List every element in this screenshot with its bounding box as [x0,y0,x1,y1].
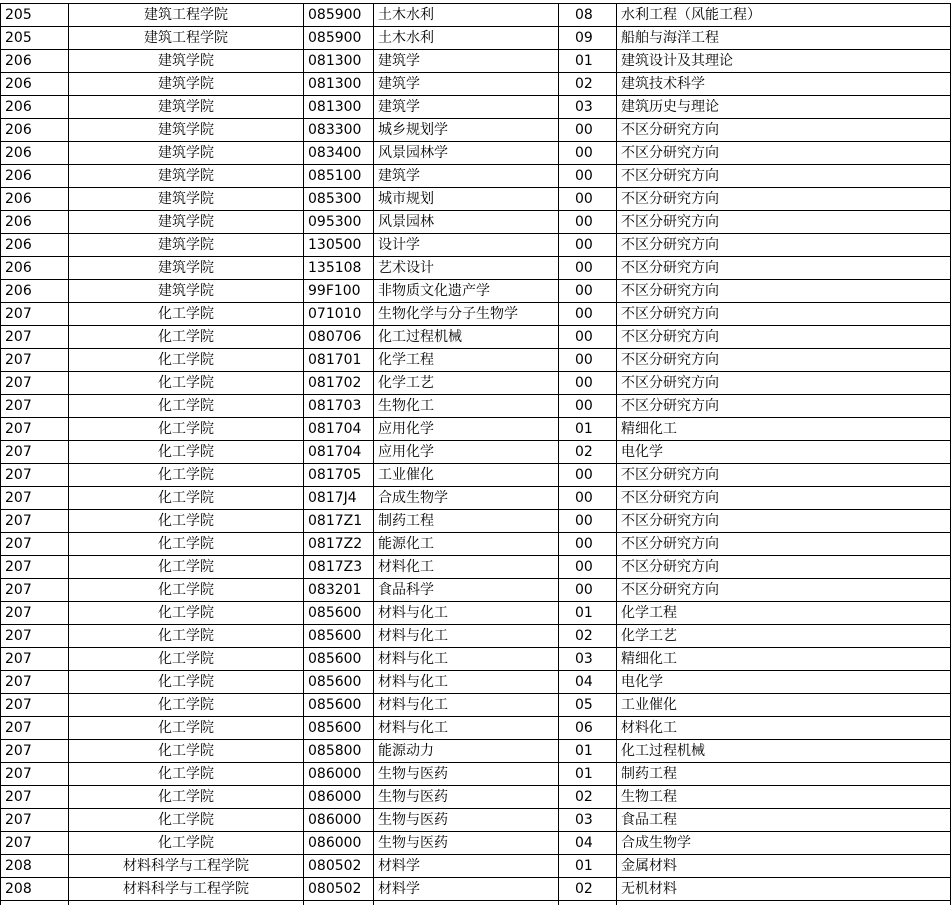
direction-name-cell: 不区分研究方向 [617,257,951,280]
major-name-cell: 土木水利 [374,27,559,50]
major-code-cell: 135108 [304,257,374,280]
major-name-cell: 材料与化工 [374,625,559,648]
table-row [1,579,951,602]
direction-code-cell: 02 [559,73,617,96]
table-row [1,211,951,234]
direction-code-cell: 02 [559,878,617,901]
major-code-cell: 083201 [304,579,374,602]
direction-code-cell: 00 [559,556,617,579]
direction-name-cell: 无机材料 [617,878,951,901]
dept-name-cell: 建筑学院 [69,165,304,188]
major-name-cell: 生物与医药 [374,786,559,809]
dept-code-cell: 207 [1,349,69,372]
major-code-cell: 085600 [304,671,374,694]
dept-name-cell: 建筑学院 [69,142,304,165]
direction-name-cell: 不区分研究方向 [617,280,951,303]
direction-code-cell: 00 [559,349,617,372]
direction-name-cell: 化学工艺 [617,625,951,648]
direction-code-cell: 03 [559,648,617,671]
major-name-cell: 生物化学与分子生物学 [374,303,559,326]
table-row [1,855,951,878]
dept-name-cell: 化工学院 [69,326,304,349]
direction-code-cell: 02 [559,625,617,648]
table-row [1,671,951,694]
direction-code-cell: 00 [559,395,617,418]
empty-cell [304,901,374,905]
direction-code-cell: 00 [559,257,617,280]
direction-code-cell: 01 [559,602,617,625]
table-row-cut [1,901,951,905]
direction-code-cell: 01 [559,50,617,73]
dept-code-cell: 205 [1,27,69,50]
table-row [1,602,951,625]
direction-code-cell: 01 [559,418,617,441]
major-code-cell: 081705 [304,464,374,487]
dept-name-cell: 化工学院 [69,464,304,487]
major-name-cell: 城乡规划学 [374,119,559,142]
major-name-cell: 材料化工 [374,556,559,579]
direction-name-cell: 不区分研究方向 [617,326,951,349]
direction-code-cell: 09 [559,27,617,50]
major-name-cell: 能源动力 [374,740,559,763]
direction-code-cell: 02 [559,441,617,464]
major-code-cell: 085600 [304,717,374,740]
direction-code-cell: 01 [559,855,617,878]
major-name-cell: 建筑学 [374,50,559,73]
dept-name-cell: 化工学院 [69,763,304,786]
table-row [1,763,951,786]
major-name-cell: 合成生物学 [374,487,559,510]
dept-name-cell: 化工学院 [69,372,304,395]
dept-code-cell: 207 [1,395,69,418]
direction-code-cell: 05 [559,694,617,717]
direction-name-cell: 不区分研究方向 [617,119,951,142]
direction-name-cell: 制药工程 [617,763,951,786]
direction-name-cell: 不区分研究方向 [617,372,951,395]
major-name-cell: 化学工程 [374,349,559,372]
direction-code-cell: 00 [559,464,617,487]
major-code-cell: 0817Z3 [304,556,374,579]
table-row [1,303,951,326]
dept-name-cell: 建筑学院 [69,188,304,211]
direction-name-cell: 不区分研究方向 [617,165,951,188]
dept-name-cell: 化工学院 [69,303,304,326]
dept-code-cell: 208 [1,855,69,878]
dept-name-cell: 化工学院 [69,395,304,418]
table-row [1,510,951,533]
major-name-cell: 能源化工 [374,533,559,556]
dept-name-cell: 化工学院 [69,717,304,740]
direction-code-cell: 00 [559,119,617,142]
direction-code-cell: 03 [559,96,617,119]
program-table [0,3,951,905]
direction-name-cell: 不区分研究方向 [617,142,951,165]
major-code-cell: 0817J4 [304,487,374,510]
dept-code-cell: 206 [1,96,69,119]
dept-code-cell: 207 [1,809,69,832]
dept-code-cell: 207 [1,648,69,671]
direction-name-cell: 化工过程机械 [617,740,951,763]
table-row [1,257,951,280]
table-row [1,50,951,73]
direction-name-cell: 不区分研究方向 [617,211,951,234]
table-row [1,487,951,510]
major-code-cell: 080706 [304,326,374,349]
major-code-cell: 085300 [304,188,374,211]
major-code-cell: 081702 [304,372,374,395]
direction-code-cell: 00 [559,234,617,257]
direction-name-cell: 建筑技术科学 [617,73,951,96]
dept-name-cell: 材料科学与工程学院 [69,878,304,901]
dept-code-cell: 207 [1,556,69,579]
table-row [1,96,951,119]
dept-code-cell: 207 [1,694,69,717]
dept-name-cell: 化工学院 [69,832,304,855]
major-code-cell: 081300 [304,50,374,73]
direction-code-cell: 00 [559,579,617,602]
dept-name-cell: 建筑学院 [69,50,304,73]
major-code-cell: 085600 [304,602,374,625]
major-code-cell: 085900 [304,27,374,50]
dept-code-cell: 206 [1,188,69,211]
direction-code-cell: 00 [559,165,617,188]
major-code-cell: 081703 [304,395,374,418]
major-code-cell: 0817Z1 [304,510,374,533]
direction-code-cell: 00 [559,303,617,326]
dept-code-cell: 207 [1,717,69,740]
table-row [1,694,951,717]
dept-name-cell: 建筑学院 [69,234,304,257]
major-code-cell: 081300 [304,73,374,96]
major-name-cell: 工业催化 [374,464,559,487]
major-name-cell: 建筑学 [374,96,559,119]
dept-name-cell: 化工学院 [69,740,304,763]
major-name-cell: 风景园林学 [374,142,559,165]
major-name-cell: 艺术设计 [374,257,559,280]
direction-name-cell: 建筑设计及其理论 [617,50,951,73]
dept-code-cell: 205 [1,4,69,27]
direction-name-cell: 船舶与海洋工程 [617,27,951,50]
major-name-cell: 材料学 [374,855,559,878]
dept-name-cell: 建筑学院 [69,280,304,303]
table-row [1,648,951,671]
direction-code-cell: 00 [559,533,617,556]
major-code-cell: 99F100 [304,280,374,303]
dept-code-cell: 208 [1,878,69,901]
dept-code-cell: 207 [1,671,69,694]
direction-name-cell: 精细化工 [617,418,951,441]
dept-name-cell: 化工学院 [69,349,304,372]
table-row [1,119,951,142]
dept-name-cell: 建筑学院 [69,257,304,280]
dept-code-cell: 207 [1,418,69,441]
dept-name-cell: 化工学院 [69,809,304,832]
dept-code-cell: 207 [1,510,69,533]
direction-name-cell: 生物工程 [617,786,951,809]
dept-name-cell: 化工学院 [69,786,304,809]
direction-code-cell: 03 [559,809,617,832]
direction-code-cell: 01 [559,740,617,763]
major-code-cell: 085600 [304,694,374,717]
major-name-cell: 食品科学 [374,579,559,602]
dept-name-cell: 化工学院 [69,602,304,625]
dept-code-cell: 207 [1,786,69,809]
major-name-cell: 生物化工 [374,395,559,418]
dept-code-cell: 207 [1,372,69,395]
direction-name-cell: 不区分研究方向 [617,349,951,372]
dept-code-cell: 206 [1,165,69,188]
table-row [1,441,951,464]
direction-code-cell: 00 [559,211,617,234]
major-name-cell: 建筑学 [374,73,559,96]
dept-name-cell: 化工学院 [69,648,304,671]
dept-code-cell: 207 [1,832,69,855]
table-row [1,717,951,740]
table-row [1,418,951,441]
direction-name-cell: 化学工程 [617,602,951,625]
direction-name-cell: 不区分研究方向 [617,510,951,533]
direction-name-cell: 不区分研究方向 [617,464,951,487]
major-code-cell: 081704 [304,441,374,464]
major-name-cell: 化学工艺 [374,372,559,395]
major-code-cell: 080502 [304,878,374,901]
major-name-cell: 应用化学 [374,418,559,441]
table-row [1,809,951,832]
direction-name-cell: 不区分研究方向 [617,556,951,579]
table-row [1,326,951,349]
table-row [1,832,951,855]
table-row [1,165,951,188]
dept-code-cell: 207 [1,326,69,349]
table-row [1,73,951,96]
direction-code-cell: 00 [559,372,617,395]
major-name-cell: 城市规划 [374,188,559,211]
major-code-cell: 081704 [304,418,374,441]
major-code-cell: 0817Z2 [304,533,374,556]
empty-cell [69,901,304,905]
dept-code-cell: 206 [1,280,69,303]
major-code-cell: 086000 [304,763,374,786]
direction-name-cell: 不区分研究方向 [617,487,951,510]
direction-name-cell: 不区分研究方向 [617,188,951,211]
table-row [1,556,951,579]
direction-name-cell: 精细化工 [617,648,951,671]
dept-name-cell: 建筑工程学院 [69,27,304,50]
table-row [1,878,951,901]
major-name-cell: 化工过程机械 [374,326,559,349]
major-code-cell: 095300 [304,211,374,234]
direction-code-cell: 06 [559,717,617,740]
table-row [1,740,951,763]
direction-name-cell: 不区分研究方向 [617,303,951,326]
program-table-body [1,4,951,905]
table-row [1,786,951,809]
table-row [1,625,951,648]
major-name-cell: 生物与医药 [374,832,559,855]
dept-code-cell: 206 [1,73,69,96]
dept-name-cell: 化工学院 [69,533,304,556]
direction-code-cell: 00 [559,326,617,349]
major-code-cell: 086000 [304,786,374,809]
major-code-cell: 085100 [304,165,374,188]
direction-name-cell: 不区分研究方向 [617,533,951,556]
dept-code-cell: 207 [1,625,69,648]
table-row [1,349,951,372]
direction-name-cell: 食品工程 [617,809,951,832]
major-name-cell: 非物质文化遗产学 [374,280,559,303]
table-row [1,27,951,50]
dept-name-cell: 化工学院 [69,418,304,441]
dept-name-cell: 化工学院 [69,625,304,648]
major-code-cell: 085600 [304,648,374,671]
major-code-cell: 071010 [304,303,374,326]
direction-name-cell: 电化学 [617,671,951,694]
dept-name-cell: 化工学院 [69,510,304,533]
dept-code-cell: 207 [1,763,69,786]
direction-code-cell: 00 [559,142,617,165]
direction-code-cell: 00 [559,487,617,510]
table-row [1,464,951,487]
table-row [1,372,951,395]
major-code-cell: 080502 [304,855,374,878]
major-name-cell: 材料与化工 [374,694,559,717]
dept-code-cell: 207 [1,740,69,763]
dept-code-cell: 206 [1,50,69,73]
table-row [1,280,951,303]
direction-name-cell: 建筑历史与理论 [617,96,951,119]
dept-code-cell: 206 [1,142,69,165]
major-name-cell: 材料学 [374,878,559,901]
dept-name-cell: 化工学院 [69,441,304,464]
major-name-cell: 制药工程 [374,510,559,533]
major-code-cell: 083300 [304,119,374,142]
major-name-cell: 材料与化工 [374,648,559,671]
major-code-cell: 083400 [304,142,374,165]
major-code-cell: 130500 [304,234,374,257]
direction-code-cell: 01 [559,763,617,786]
dept-code-cell: 206 [1,119,69,142]
major-name-cell: 生物与医药 [374,809,559,832]
dept-code-cell: 207 [1,487,69,510]
major-code-cell: 086000 [304,832,374,855]
table-row [1,188,951,211]
major-code-cell: 085900 [304,4,374,27]
dept-code-cell: 206 [1,257,69,280]
direction-code-cell: 02 [559,786,617,809]
table-row [1,234,951,257]
direction-name-cell: 材料化工 [617,717,951,740]
major-name-cell: 风景园林 [374,211,559,234]
major-code-cell: 085800 [304,740,374,763]
direction-name-cell: 电化学 [617,441,951,464]
table-row [1,142,951,165]
empty-cell [559,901,617,905]
dept-code-cell: 207 [1,441,69,464]
dept-name-cell: 化工学院 [69,487,304,510]
major-code-cell: 085600 [304,625,374,648]
major-name-cell: 生物与医药 [374,763,559,786]
major-name-cell: 应用化学 [374,441,559,464]
dept-name-cell: 建筑学院 [69,96,304,119]
dept-name-cell: 材料科学与工程学院 [69,855,304,878]
empty-cell [374,901,559,905]
direction-code-cell: 04 [559,671,617,694]
direction-name-cell: 合成生物学 [617,832,951,855]
dept-name-cell: 化工学院 [69,671,304,694]
major-code-cell: 086000 [304,809,374,832]
direction-code-cell: 08 [559,4,617,27]
direction-code-cell: 04 [559,832,617,855]
dept-code-cell: 206 [1,234,69,257]
direction-code-cell: 00 [559,510,617,533]
dept-name-cell: 建筑学院 [69,119,304,142]
dept-name-cell: 建筑工程学院 [69,4,304,27]
direction-name-cell: 工业催化 [617,694,951,717]
major-name-cell: 土木水利 [374,4,559,27]
dept-name-cell: 化工学院 [69,579,304,602]
direction-name-cell: 不区分研究方向 [617,579,951,602]
major-name-cell: 材料与化工 [374,671,559,694]
dept-name-cell: 建筑学院 [69,73,304,96]
empty-cell [617,901,951,905]
direction-name-cell: 不区分研究方向 [617,234,951,257]
major-name-cell: 材料与化工 [374,602,559,625]
dept-name-cell: 建筑学院 [69,211,304,234]
major-name-cell: 材料与化工 [374,717,559,740]
dept-code-cell: 207 [1,602,69,625]
dept-code-cell: 206 [1,211,69,234]
major-name-cell: 设计学 [374,234,559,257]
major-name-cell: 建筑学 [374,165,559,188]
direction-code-cell: 00 [559,280,617,303]
dept-code-cell: 207 [1,533,69,556]
major-code-cell: 081300 [304,96,374,119]
major-code-cell: 081701 [304,349,374,372]
dept-code-cell: 207 [1,579,69,602]
table-row [1,533,951,556]
table-row [1,4,951,27]
dept-code-cell: 207 [1,464,69,487]
dept-code-cell: 207 [1,303,69,326]
dept-name-cell: 化工学院 [69,556,304,579]
direction-name-cell: 水利工程（风能工程） [617,4,951,27]
dept-name-cell: 化工学院 [69,694,304,717]
direction-name-cell: 金属材料 [617,855,951,878]
empty-cell [1,901,69,905]
direction-code-cell: 00 [559,188,617,211]
direction-name-cell: 不区分研究方向 [617,395,951,418]
table-row [1,395,951,418]
